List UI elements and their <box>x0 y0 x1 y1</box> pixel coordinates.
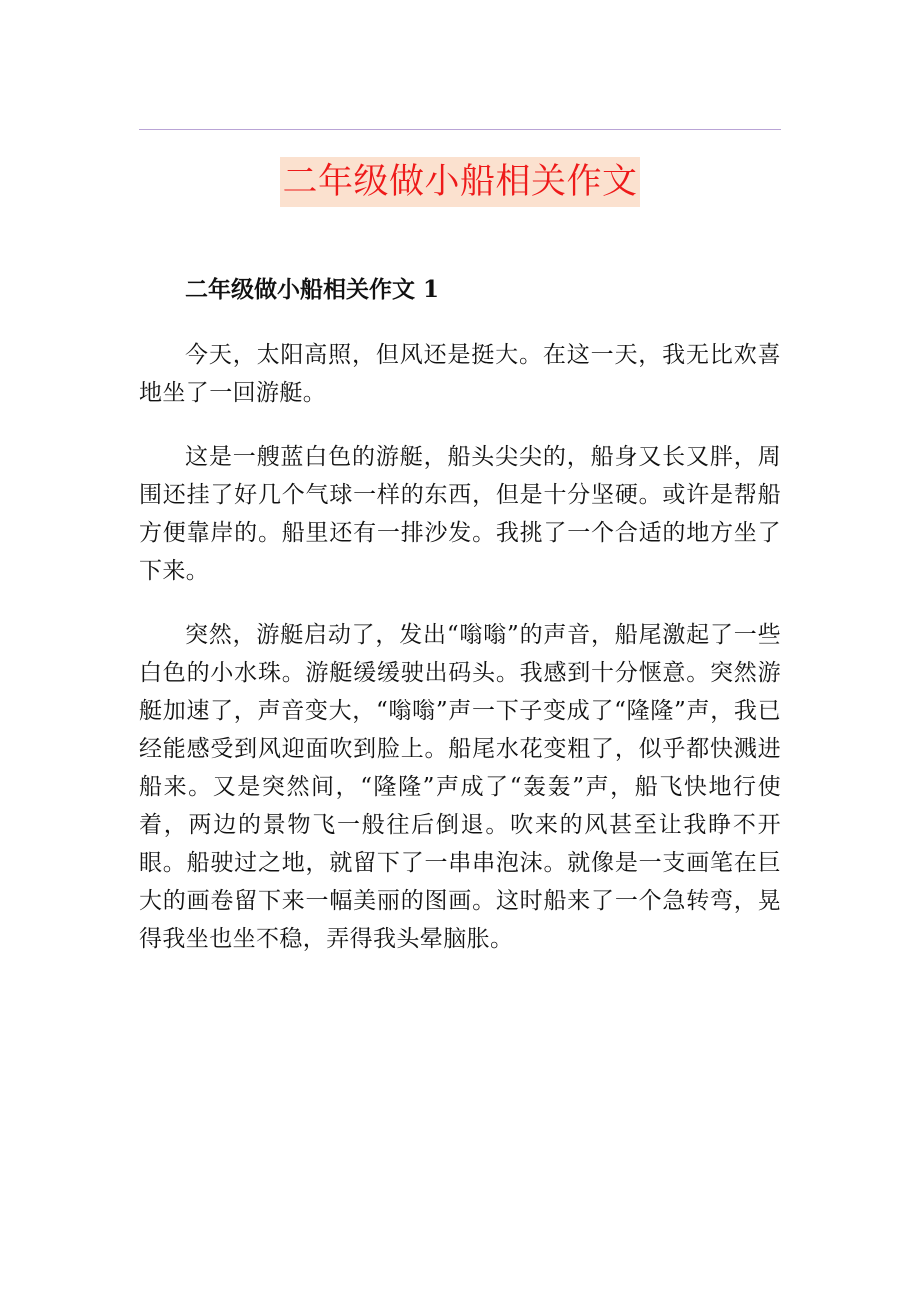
header-divider <box>139 129 781 130</box>
document-title: 二年级做小船相关作文 <box>280 157 639 207</box>
paragraph-1: 今天，太阳高照，但风还是挺大。在这一天，我无比欢喜地坐了一回游艇。 <box>139 342 781 406</box>
document-body <box>139 270 781 958</box>
title-container <box>0 157 920 207</box>
paragraph-2: 这是一艘蓝白色的游艇，船头尖尖的，船身又长又胖，周围还挂了好几个气球一样的东西，但是十分坚硬。或许是帮船方便靠岸的。船里还有一排沙发。我挑了一个合适的地方坐了下来。 <box>139 444 781 584</box>
section-heading: 二年级做小船相关作文 1 <box>185 276 440 303</box>
paragraph-3: 突然，游艇启动了，发出“嗡嗡”的声音，船尾激起了一些白色的小水珠。游艇缓缓驶出码头。我感到十分惬意。突然游艇加速了，声音变大，“嗡嗡”声一下子变成了“隆隆”声，我已经能感受到风迎面吹到脸上。船尾水花变粗了，似乎都快溅进船来。又是突然间，“隆隆”声成了“轰轰”声，船飞快地行使着，两边的景物飞一般往后倒退。吹来的风甚至让我睁不开眼。船驶过之地，就留下了一串串泡沫。就像是一支画笔在巨大的画卷留下来一幅美丽的图画。这时船来了一个急转弯，晃得我坐也坐不稳，弄得我头晕脑胀。 <box>139 622 781 952</box>
